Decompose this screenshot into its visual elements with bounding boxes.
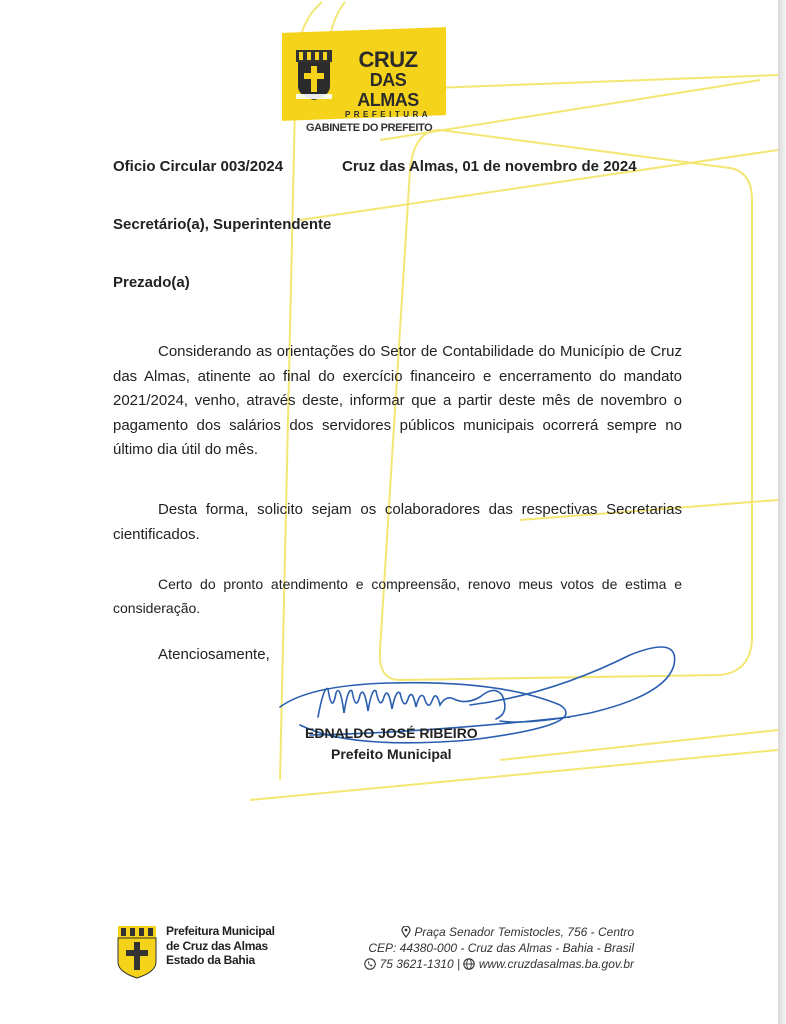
recipient: Secretário(a), Superintendente (113, 216, 332, 233)
signatory-role: Prefeito Municipal (331, 746, 452, 762)
logo-wordmark (340, 47, 436, 120)
place-and-date: Cruz das Almas, 01 de novembro de 2024 (342, 158, 637, 175)
footer-address: Praça Senador Temistocles, 756 - Centro (414, 925, 634, 939)
logo-line-2: DAS ALMAS (357, 70, 419, 110)
footer-org-line-1: Prefeitura Municipal (166, 924, 275, 938)
closing: Atenciosamente, (158, 646, 270, 663)
paragraph-3: Certo do pronto atendimento e compreensão, renovo meus votos de estima e consideração. (113, 576, 682, 616)
page-edge-shadow (778, 0, 786, 1024)
footer-phone: 75 3621-1310 (379, 957, 454, 971)
footer-org-line-3: Estado da Bahia (166, 953, 255, 967)
footer-org-line-2: de Cruz das Almas (166, 938, 268, 953)
gabinete-label: GABINETE DO PREFEITO (306, 122, 433, 134)
footer-contact (348, 924, 634, 972)
salutation: Prezado(a) (113, 274, 190, 291)
footer-cep: CEP: 44380-000 - Cruz das Almas - Bahia - Brasil (368, 941, 634, 955)
paragraph-1: Considerando as orientações do Setor de Contabilidade do Município de Cruz das Almas, atinente ao final do exercício financeiro e encerramento do mandato 2021/2024, venho, através deste, informar que a partir deste mês de novembro o pagamento dos salários dos servidores públicos municipais ocorrerá sempre no último dia útil do mês. (113, 343, 682, 458)
oficio-number: Oficio Circular 003/2024 (113, 158, 284, 175)
footer-separator: | (457, 957, 461, 971)
footer-website[interactable]: www.cruzdasalmas.ba.gov.br (478, 957, 634, 971)
footer-coat-of-arms-icon (114, 924, 160, 980)
signatory-name: EDNALDO JOSÉ RIBEIRO (305, 725, 478, 741)
coat-of-arms-icon (294, 48, 334, 102)
phone-icon (364, 958, 376, 970)
paragraph-2: Desta forma, solicito sejam os colaboradores das respectivas Secretarias cientificados. (113, 501, 682, 543)
globe-icon (463, 958, 475, 970)
logo-line-3: PREFEITURA (344, 110, 432, 119)
location-pin-icon (401, 926, 411, 938)
footer-organization (166, 924, 275, 968)
logo-line-1: CRUZ (358, 47, 418, 72)
